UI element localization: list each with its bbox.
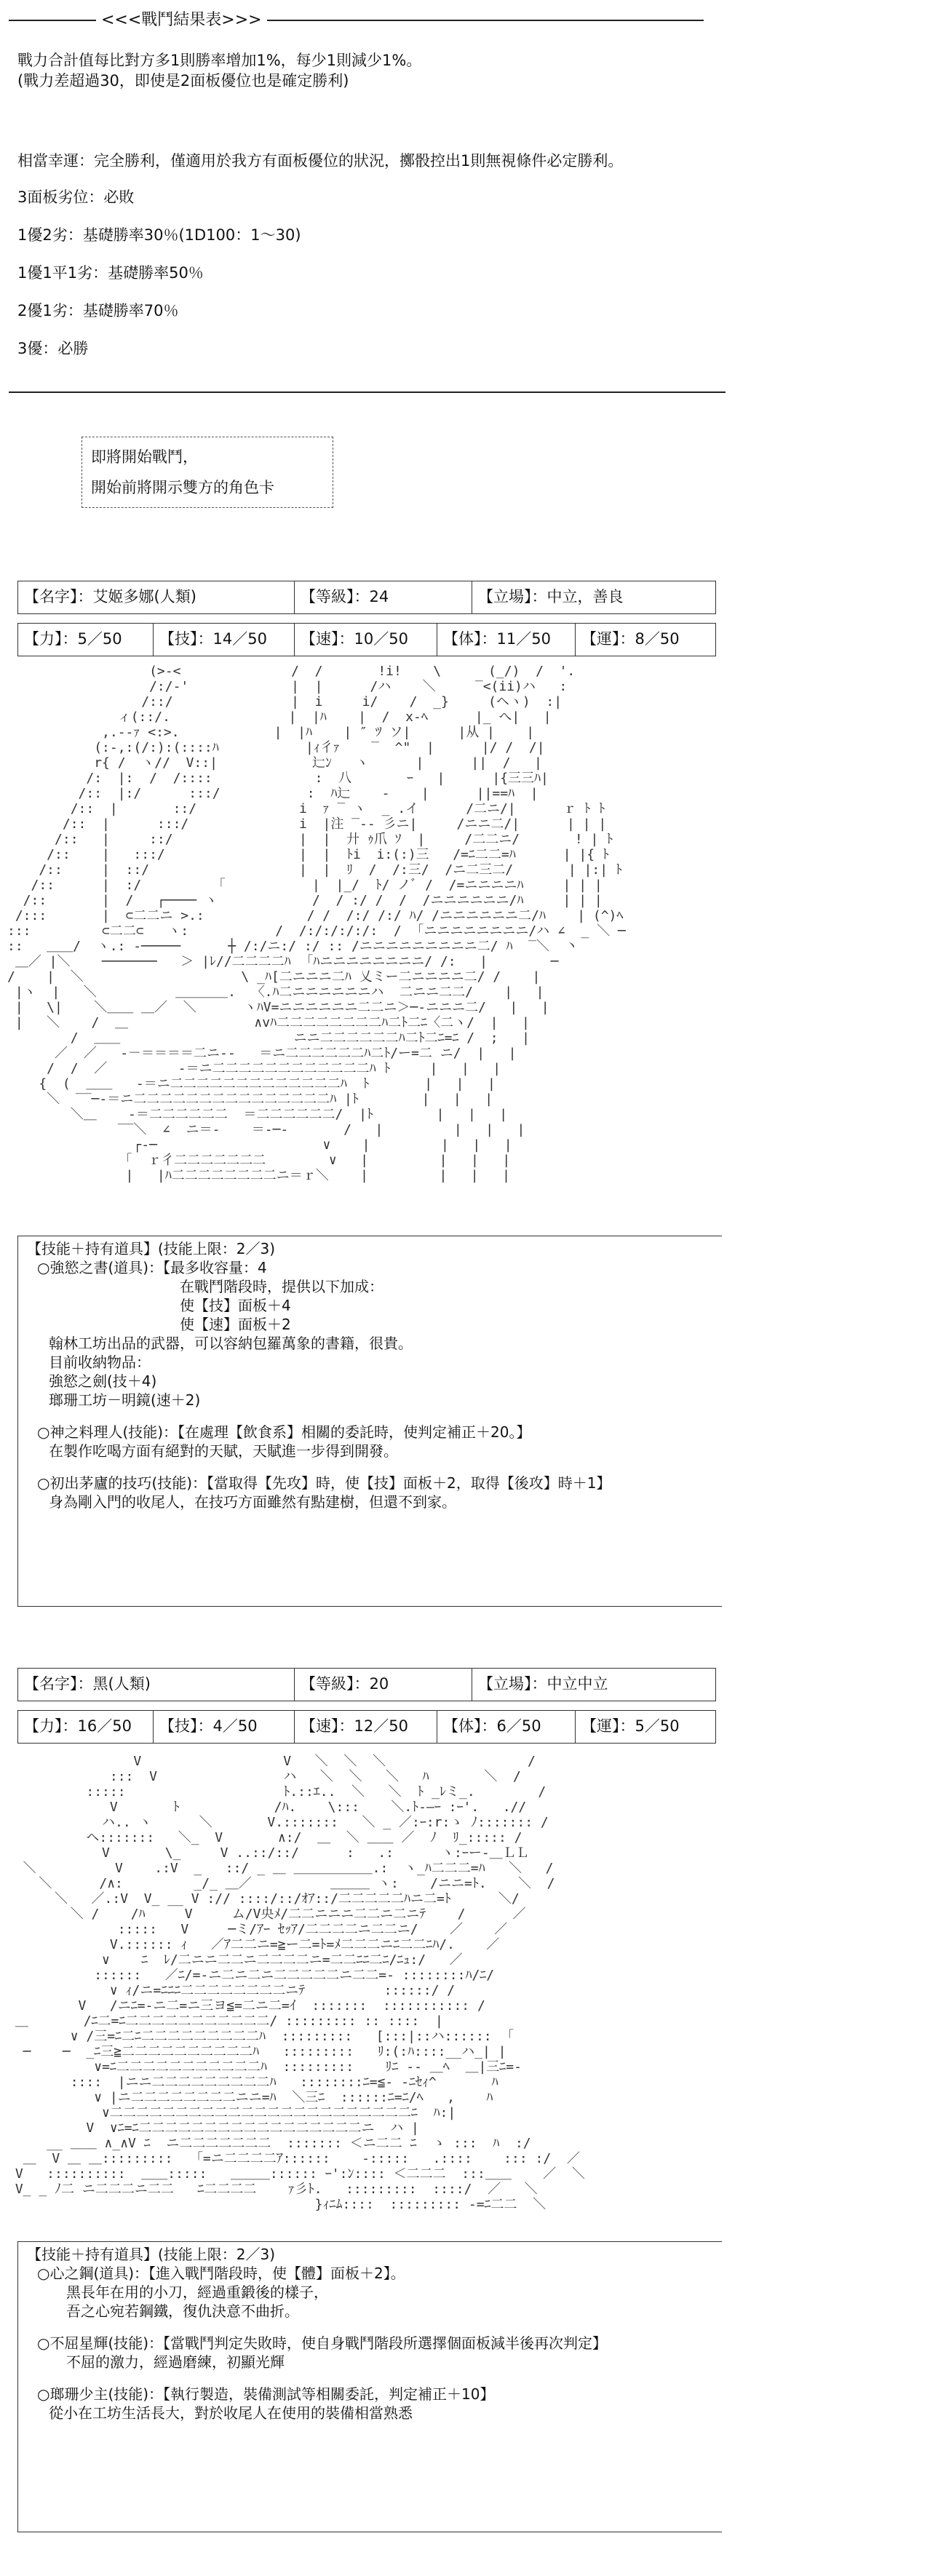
- card1-skill: 【技】：14／50: [153, 624, 294, 656]
- card2-skill: 【技】：4／50: [153, 1711, 294, 1743]
- card1-skill3-title: ○初出茅廬的技巧(技能)：【當取得【先攻】時，使【技】面板＋2，取得【後攻】時＋1】: [37, 1474, 611, 1492]
- card2-stats-row: [17, 1710, 716, 1744]
- rule-line-7: 2優1劣：基礎勝率70％: [17, 302, 179, 319]
- card1-level: 【等級】：24: [294, 581, 472, 613]
- card1-body: 【体】：11／50: [437, 624, 575, 656]
- card2-character-art: V V ＼ ＼ ＼ / ::: V ハ ＼ ＼ ＼ ﾊ ＼ / ::::: ﾄ.::ｴ.. ＼ ＼ ﾄ _ﾚミ_. / V ﾄ /ﾊ. \::: ＼.ﾄ-―ｰ :ｰ'. .// ハ.. ヽ ＼ V.::::::: ＼ _ ／:ｰ:r:ゝ ﾉ::::::: / ヘ::::::: ＼_ V ∧:/ ＿ ＼ ＿＿ ／ ﾉ ﾘ_::::: / V \_ V ..::/::/ : .: ヽ:ｰー-＿ＬＬ ＼ V .:V _ ::/ _ ＿ ＿＿＿＿＿＿.: ヽ_ﾊ二二二=ﾊ ＼ / ＼ /∧: _/_ ＿／ ＿＿＿ ヽ: /ニニ=ﾄ. ＼ / ＼ ／.:V V_ __ V :// ::::/::/ｵｱ::/二二二二二ﾊニ二=ﾄ ＼/ ＼ / /ﾊ V ム/V央ﾒ/二二ニニニ二二ニ二ニﾃ / ／ ::::: V ─ミ/ｱｰ ｾｯｱ/二二二二ニ二二ニ/ ／ ／ V.:::::: ｨ ／ｱ二二ニ=≧ー二=ﾄ=ﾒ二二二ニﾆ二二ﾆﾊ/. ／ ∨ ﾆ ﾚ/二ニニ二二ニ二二二二ニ=二二ﾆﾆ二ﾆ/ﾆｭ:/ ／ :::::: ／ﾆ/=-ニ二ニ二ニ二二二二二ニ二二=- ::::::::ﾊ/ﾆ/ ∨ ｨ/ニ=ﾆﾆﾆ二二二二二二二二ニﾃ ::::::/ / V /ニﾆ=‐ニ二=ニ三ヨ≦=二ニ二=ｲ ::::::: ::::::::::: / ＿ /ﾆ二=ﾆ二二二二二二二二二二二/ ::::::::: :: :::: | ∨ /三=ﾆ二ﾆ二二二二二二二二二ﾊ ::::::::: [:::|::ハ:::::: ｢ ─ ─ _ﾆ三≧二二二二二二二二二二ﾊ ::::::::: ﾘ:(:ﾊ::::__ハ_| | ∨=ﾆ二二二二二二二二二二二ﾊ ::::::::: ﾘﾆ ‐‐ ＿ﾍ ＿|三ﾆ=- :::: |ニニ二二二二二二二二二ﾊ ::::::::ﾆ=≦‐ ‐ﾆｾｨ^ ﾊ ∨ |ニ二二二二二二二二ニニ=ﾊ ＼三ﾆ ::::::ﾆ=ﾆ/ﾍ , ﾊ ∨二二二二二二二二二二二二二二二二二二二二二二二ﾆ ﾊ:| V ∨ﾆ=ﾆ二二二二二二二二二二二二二二二二二ニ ハ | __ ＿＿ ∧_∧V ﾆ ニ二二二二二二二 ::::::: ＜ニ二二 ﾆ ゝ ::: ﾊ :/ ＿ V ＿ ＿::::::::: ｢=ニ二二二二ｱ:::::: ‐::::: .:::: ::: :/ ／ V :::::::::: ＿＿::::: ＿＿＿:::::: ｰ':ﾝ:::: ＜二二二 :::＿＿ ／ ＼ V_ _ ﾉ二 ニ二二二ニ二二 ﾆ二二二二 ｧ彡ﾄ. ::::::::: ::::/ ／ ＼ }ｨﾆﾑ:::: ::::::::: ‐=ﾆ二二 ＼: [15, 1754, 585, 2212]
- card1-skill1-desc2: 目前收納物品：: [49, 1353, 151, 1371]
- card2-skill3-title: ○瑯珊少主(技能)：【執行製造，裝備測試等相關委託，判定補正＋10】: [37, 2385, 495, 2403]
- card1-skill3-desc: 身為剛入門的收尾人，在技巧方面雖然有點建樹，但還不到家。: [49, 1493, 456, 1511]
- card2-stance: 【立場】：中立中立: [472, 1669, 716, 1701]
- card2-skills-panel: [17, 2241, 722, 2532]
- card1-skill1-line4: 使【速】面板＋2: [180, 1316, 291, 1333]
- card1-skill1-desc1: 翰林工坊出品的武器，可以容納包羅萬象的書籍，很貴。: [49, 1335, 413, 1352]
- rule-line-1: 戰力合計值每比對方多1則勝率增加1%，每少1則減少1%。: [17, 52, 422, 69]
- battle-start-notice: [82, 437, 333, 508]
- card1-skill2-desc: 在製作吃喝方面有絕對的天賦，天賦進一步得到開發。: [49, 1442, 398, 1460]
- rule-line-5: 1優2劣：基礎勝率30％(1D100：1～30): [17, 226, 301, 244]
- card2-speed: 【速】：12／50: [294, 1711, 437, 1743]
- card2-skill2-desc1: 不屈的激力，經過磨練，初顯光輝: [66, 2353, 285, 2371]
- results-table-title: [9, 10, 704, 31]
- card1-power: 【力】：5／50: [17, 624, 153, 656]
- title-rule-right: [267, 20, 704, 21]
- notice-line-1: 即將開始戰鬥，: [91, 448, 198, 466]
- card2-skill1-title: ○心之鋼(道具)：【進入戰鬥階段時，使【體】面板＋2】。: [37, 2265, 405, 2282]
- card2-luck: 【運】：5／50: [575, 1711, 716, 1743]
- rule-line-3: 相當幸運：完全勝利，僅適用於我方有面板優位的狀況，擲骰控出1則無視條件必定勝利。: [17, 152, 624, 170]
- card1-skill2-title: ○神之料理人(技能)：【在處理【飲食系】相關的委託時，使判定補正＋20。】: [37, 1423, 531, 1441]
- card1-name: 【名字】：艾姬多娜(人類): [17, 581, 294, 613]
- card1-skills-panel: [17, 1236, 722, 1607]
- card2-power: 【力】：16／50: [17, 1711, 153, 1743]
- card1-speed: 【速】：10／50: [294, 624, 437, 656]
- card2-skill1-desc1: 黑長年在用的小刀，經過重鍛後的樣子，: [66, 2283, 328, 2301]
- card2-skills-header: 【技能＋持有道具】(技能上限：2／3): [27, 2246, 276, 2263]
- card2-name: 【名字】：黑(人類): [17, 1669, 294, 1701]
- rule-line-6: 1優1平1劣：基礎勝率50％: [17, 264, 204, 282]
- card2-body: 【体】：6／50: [437, 1711, 575, 1743]
- card1-skill1-line2: 在戰鬥階段時，提供以下加成：: [180, 1278, 383, 1295]
- card2-level: 【等級】：20: [294, 1669, 472, 1701]
- rules-divider: [9, 391, 726, 393]
- title-text: <<<戰鬥結果表>>>: [101, 11, 262, 29]
- card1-stats-row: [17, 623, 716, 656]
- card1-stance: 【立場】：中立，善良: [472, 581, 716, 613]
- card1-skill1-line3: 使【技】面板＋4: [180, 1297, 291, 1314]
- card2-header-row: [17, 1668, 716, 1701]
- card1-header-row: [17, 581, 716, 614]
- card1-skills-header: 【技能＋持有道具】(技能上限：2／3): [27, 1240, 276, 1257]
- card1-skill1-desc4: 瑯珊工坊－明鏡(速＋2): [49, 1391, 201, 1409]
- card2-skill1-desc2: 吾之心宛若鋼鐵，復仇決意不曲折。: [66, 2302, 299, 2320]
- card1-luck: 【運】：8／50: [575, 624, 716, 656]
- notice-line-2: 開始前將開示雙方的角色卡: [91, 479, 274, 496]
- card2-skill2-title: ○不屈星輝(技能)：【當戰鬥判定失敗時，使自身戰鬥階段所選擇個面板減半後再次判定】: [37, 2334, 608, 2352]
- card1-skill1-desc3: 強慾之劍(技＋4): [49, 1372, 157, 1390]
- title-rule-left: [9, 20, 96, 21]
- card1-skill1-title: ○強慾之書(道具)：【最多收容量：4: [37, 1259, 267, 1276]
- rule-line-2: (戰力差超過30，即使是2面板優位也是確定勝利): [17, 72, 349, 90]
- rule-line-4: 3面板劣位：必敗: [17, 188, 135, 206]
- card2-skill3-desc: 從小在工坊生活長大，對於收尾人在使用的裝備相當熟悉: [49, 2404, 413, 2422]
- rule-line-8: 3優：必勝: [17, 340, 89, 357]
- card1-character-art: (>-< / / !i! \ (_/) / '. /:/-' | | /ハ ＼ ‾<(ii)ハ : /::/ | i i/ / _} (ヘヽ) :| ィ(::/. | |ﾊ | / x‐ﾍ |_ へ| | ,.-‐ｧ <:>. | |ﾊ | ″ ﾂ ソ| |从 | | (:-,:(/:):(::::ﾊ |ｨ彳ｧ ‾ ^" | |/ / /| r{ / ヽ// V::| 辷ﾝ ヽ | || / | /: |: / /:::: : 八 ｰ | |{三三ﾊ| /:: |:/ :::/ : ﾊ辷 ‐ | ||==ﾊ | /:: | ::/ i ｧ ‾ ヽ _ .イ /二ニ/| ｒ ﾄ ﾄ /:: | :::/ i |注 ‾‐‐ 彡ニ| /ニニ二/| | | | /:: | ::/ | | 廾 ｩ爪 ｿ | /二二ニ/ ! | ﾄ /:: | :::/ | | ﾄi i:(:)三 /=ﾆ二二=ﾊ | |{ ﾄ /:: | ::/ | | ﾘ / /:三/ /ニ二三二/ | |:| ﾄ /:: | :/ 「 | |_/ ﾄ/ ノﾞ / /=ニニニニﾊ | | | /:: | / ┌──── ヽ / / :/ / / /ニニニニニニ/ﾊ | | | /::: | ⊂二二ニ >.: / / /:/ /:/ ﾊ/ /ニニニニニニ二/ﾊ | (^)ﾍ ::: ⊂二二⊂ ヽ: / /:/:/:/:/: / ｢ニニニニニニニニ/ハ ∠ _ ＼ ─ :: ＿＿/ ヽ.: ‐───── ┼ /:/ニ:/ :/ :: /ニニニニニニニニニ二/ ﾊ ‾＼ 丶 ＿／ |＼ ─────── ＞ |ﾚ//二二二二ﾊ ｢ﾊニニニニニニニニ/ /: | ─ / | ＼ \ _ﾊ[二ニニニ二ﾊ 乂ミー二ニニニニ二/ / | |ヽ | ＼ ＿＿＿＿. 〈.ﾊ二ニニニニニニハ 二ニニ二二/ | | | \| ＼＿＿ ＿／ ＼ ヽﾊV=ニニニニニニ二二ニ＞─‐ニニニ二/ | | | ＼ / ＿ ∧vﾊ二二二二二二二二ﾊ二ﾄ二ﾆ〈二ヽ/ | | / ＿＿ ニニ二二二二二二ﾊ二ﾄ二ﾆ=ﾆ / ; | ／ ／ ‐－＝＝＝＝二ニ‐‐ ＝ニ二二二二二二ﾊ二ﾄ/ー=二 ニ/ | | / / ／ ‐＝ニ二二二二二二二二二二二二ﾊ ﾄ | | | { ( ＿＿ ‐＝ニ二二二二二二二二二二二二二ﾊ ﾄ | | | ＼ ‾‾─‐＝ニ二二二二二二二二二二二二二二二ﾊ |ﾄ | | | ＼＿ ‐＝二二二二二二 ＝二二二二二二/ |ﾄ | | | ‾‾＼ ∠ ニ＝‐ ＝‐─‐ / | | | | ┌‐─ ∨ | | | | ｢ ｒ彳二二二二二二二 ∨ | | | | | |ﾊ二二二二二二二二ニ＝ｒ＼ | | | |: [7, 664, 626, 1183]
